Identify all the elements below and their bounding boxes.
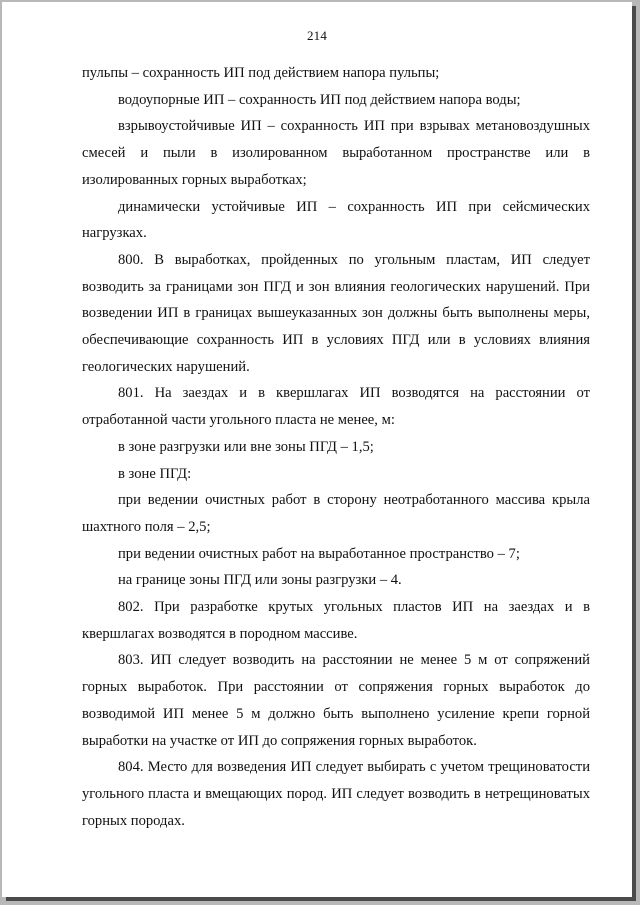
list-item-unloading-zone: в зоне разгрузки или вне зоны ПГД – 1,5; — [118, 438, 374, 455]
paragraph-804: 804. Место для возведения ИП следует выбирать с учетом трещиноватости угольного пласта и вмещающих пород. ИП следует возводить в нетрещиноватых горных породах. — [82, 759, 590, 829]
paragraph-802: 802. При разработке крутых угольных пластов ИП на заездах и в квершлагах возводятся в породном массиве. — [82, 599, 590, 642]
paragraph-803: 803. ИП следует возводить на расстоянии не менее 5 м от сопряжений горных выработок. При расстоянии от сопряжения горных выработок до возводимой ИП менее 5 м должно быть выполнено усиление крепи горной выработки на участке от ИП до сопряжения горных выработок. — [82, 652, 590, 749]
paragraph-2: водоупорные ИП – сохранность ИП под действием напора воды; — [118, 91, 521, 108]
paragraph-3: взрывоустойчивые ИП – сохранность ИП при взрывах метановоздушных смесей и пыли в изолированном выработанном пространстве или в изолированных горных выработках; — [82, 118, 590, 188]
document-page — [2, 2, 632, 897]
page-body — [82, 60, 590, 834]
list-item-goaf: при ведении очистных работ на выработанное пространство – 7; — [118, 545, 520, 562]
list-item-pgd-zone: в зоне ПГД: — [118, 465, 192, 482]
paragraph-801: 801. На заездах и в квершлагах ИП возводятся на расстоянии от отработанной части угольного пласта не менее, м: — [82, 385, 590, 429]
list-item-unworked-massif: при ведении очистных работ в сторону неотработанного массива крыла шахтного поля – 2,5; — [82, 492, 590, 535]
list-item-zone-boundary: на границе зоны ПГД или зоны разгрузки – 4. — [118, 572, 402, 589]
page-number: 214 — [306, 28, 328, 43]
paragraph-800: 800. В выработках, пройденных по угольным пластам, ИП следует возводить за границами зон ПГД и зон влияния геологических нарушений. При возведении ИП в границах вышеуказанных зон должны быть выполнены меры, обеспечивающие сохранность ИП в условиях ПГД или в условиях влияния геологических нарушений. — [82, 251, 590, 375]
paragraph-1: пульпы – сохранность ИП под действием напора пульпы; — [82, 65, 440, 81]
paragraph-4: динамически устойчивые ИП – сохранность ИП при сейсмических нагрузках. — [82, 198, 590, 242]
